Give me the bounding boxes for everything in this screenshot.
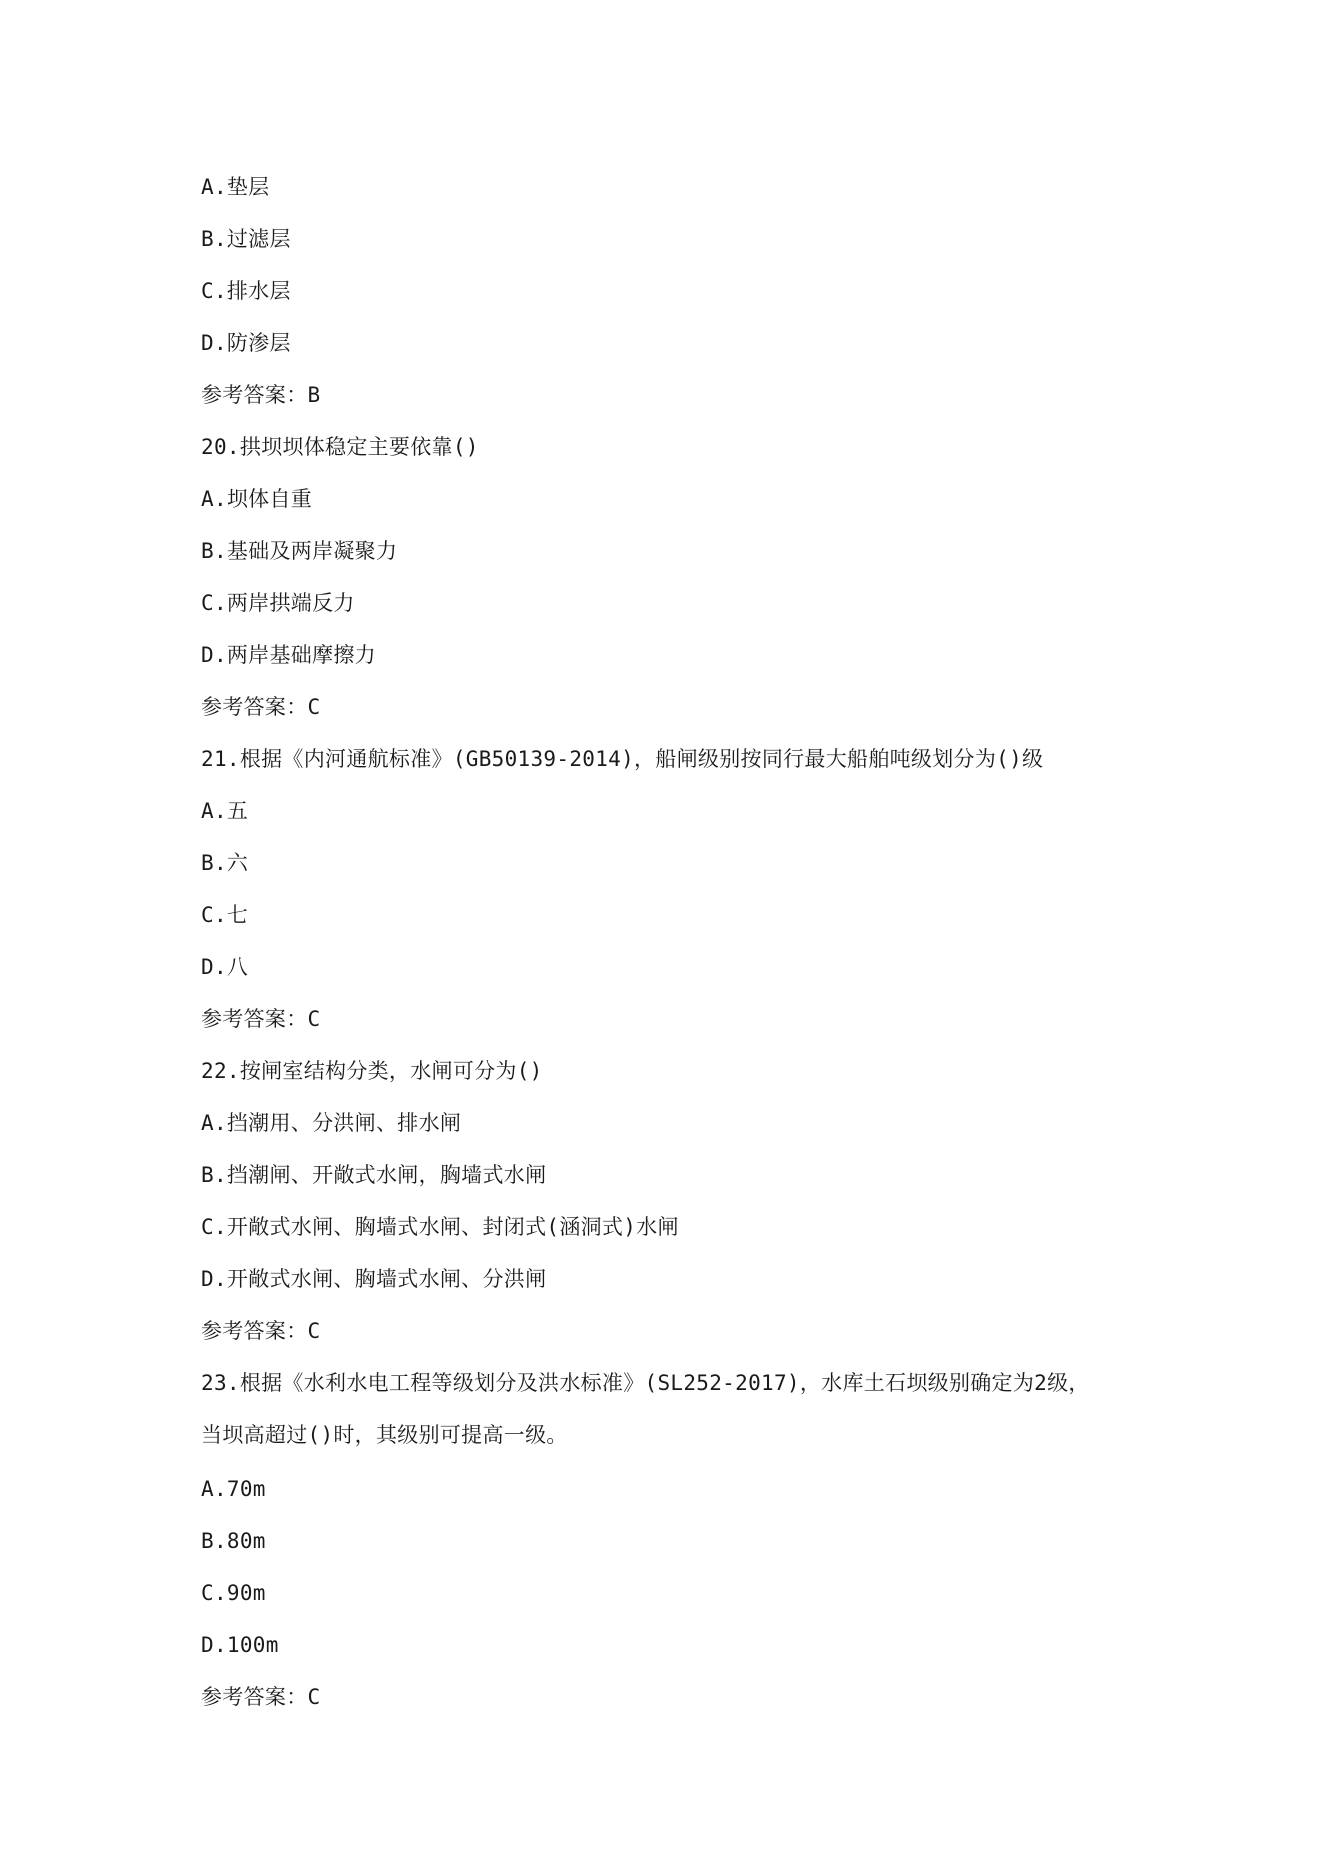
answer-q21: 参考答案：C <box>201 1007 321 1031</box>
option-c-q22: C.开敞式水闸、胸墙式水闸、封闭式(涵洞式)水闸 <box>201 1215 679 1239</box>
question-20: 20.拱坝坝体稳定主要依靠() <box>201 435 479 459</box>
question-22: 22.按闸室结构分类，水闸可分为() <box>201 1059 543 1083</box>
option-d-q19: D.防渗层 <box>201 331 291 355</box>
option-b-q20: B.基础及两岸凝聚力 <box>201 539 398 563</box>
option-c-q19: C.排水层 <box>201 279 291 303</box>
option-d-q22: D.开敞式水闸、胸墙式水闸、分洪闸 <box>201 1267 547 1291</box>
option-a-q19: A.垫层 <box>201 175 270 199</box>
option-d-q23: D.100m <box>201 1633 279 1657</box>
answer-q19: 参考答案：B <box>201 383 321 407</box>
option-c-q23: C.90m <box>201 1581 266 1605</box>
option-c-q20: C.两岸拱端反力 <box>201 591 355 615</box>
option-b-q23: B.80m <box>201 1529 266 1553</box>
option-d-q20: D.两岸基础摩擦力 <box>201 643 376 667</box>
option-c-q21: C.七 <box>201 903 249 927</box>
option-a-q22: A.挡潮用、分洪闸、排水闸 <box>201 1111 462 1135</box>
option-b-q19: B.过滤层 <box>201 227 291 251</box>
option-b-q21: B.六 <box>201 851 249 875</box>
option-a-q21: A.五 <box>201 799 249 823</box>
answer-q22: 参考答案：C <box>201 1319 321 1343</box>
answer-q23: 参考答案：C <box>201 1685 321 1709</box>
option-a-q23: A.70m <box>201 1477 266 1501</box>
answer-q20: 参考答案：C <box>201 695 321 719</box>
question-23-line-2: 当坝高超过()时，其级别可提高一级。 <box>201 1423 568 1447</box>
option-b-q22: B.挡潮闸、开敞式水闸，胸墙式水闸 <box>201 1163 547 1187</box>
option-d-q21: D.八 <box>201 955 249 979</box>
option-a-q20: A.坝体自重 <box>201 487 313 511</box>
question-23-line-1: 23.根据《水利水电工程等级划分及洪水标准》(SL252-2017)，水库土石坝级别确定为2级， <box>201 1371 1090 1395</box>
question-21: 21.根据《内河通航标准》(GB50139-2014)，船闸级别按同行最大船舶吨级划分为()级 <box>201 747 1044 771</box>
